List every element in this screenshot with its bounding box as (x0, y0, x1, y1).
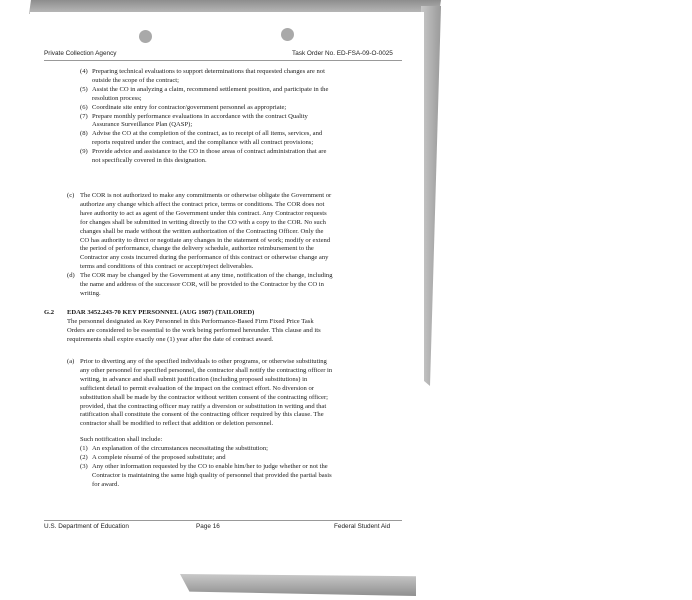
list-item-5-line: Assist the CO in analyzing a claim, recommend settlement position, and participate in the (92, 85, 329, 93)
paragraph-d-label: (d) (67, 272, 75, 280)
notification-item-2-label: (2) (80, 453, 88, 461)
notification-intro: Such notification shall include: (80, 436, 163, 443)
footer-rule (44, 520, 402, 521)
section-number: G.2 (44, 309, 55, 316)
footer-center: Page 16 (196, 523, 220, 530)
paragraph-c-line: the period of performance, change the delivery schedule, authorize reimbursement to the (80, 245, 314, 253)
paragraph-c-line: for changes shall be submitted in writing directly to the CO with a copy to the COR. No such (80, 218, 326, 226)
punch-hole-left (139, 30, 152, 43)
footer-left: U.S. Department of Education (44, 523, 129, 530)
notification-item-2-line: A complete résumé of the proposed substitute; and (92, 453, 226, 461)
document-page (30, 12, 424, 572)
section-title: EDAR 3452.243-70 KEY PERSONNEL (AUG 1987) (TAILORED) (67, 309, 255, 316)
list-item-4-line: outside the scope of the contract; (92, 76, 179, 84)
scan-shadow-right (421, 6, 441, 386)
list-item-4-label: (4) (80, 68, 88, 75)
notification-item-3-label: (3) (80, 462, 88, 470)
section-intro-line: requirements shall expire exactly one (1) year after the date of contract award. (67, 335, 274, 343)
list-item-8-line: reports required under the contract, and the compliance with all contract provisions; (92, 139, 314, 147)
paragraph-a-line: Prior to diverting any of the specified individuals to other programs, or otherwise substituting (80, 358, 327, 365)
list-item-6-line: Coordinate site entry for contractor/government personnel as appropriate; (92, 103, 287, 111)
notification-item-3-line: Any other information requested by the CO to enable him/her to judge whether or not the (92, 462, 328, 470)
list-item-7-line: Prepare monthly performance evaluations in accordance with the contract Quality (92, 112, 308, 120)
paragraph-c-line: changes shall be made without the written authorization of the Contracting Officer. Only the (80, 227, 324, 235)
punch-hole-right (281, 28, 294, 41)
notification-item-1-label: (1) (80, 444, 88, 452)
paragraph-a-line: sufficient detail to permit evaluation of the impact on the contract effort. No diversion or (80, 384, 314, 392)
list-item-5-line: resolution process; (92, 94, 142, 102)
section-intro-line: Orders are considered to be essential to the work being performed hereunder. This clause and its (67, 326, 321, 334)
paragraph-a-line: any other personnel for specified personnel, the contractor shall notify the contracting officer in (80, 366, 333, 374)
paragraph-a-line: substitution shall be made by the contractor without written consent of the contracting officer; (80, 393, 328, 401)
paragraph-c-line: authorize any change which affect the contract price, terms or conditions. The COR does not (80, 200, 325, 208)
paragraph-a-line: ratification shall constitute the consent of the contracting officer required by this clause. The (80, 411, 324, 419)
list-item-8-label: (8) (80, 130, 88, 138)
section-intro-line: The personnel designated as Key Personnel in this Performance-Based Firm Fixed Price Task (67, 317, 314, 325)
paragraph-d-line: writing. (80, 289, 101, 297)
paragraph-d-line: the name and address of the successor COR, will be provided to the Contractor by the CO in (80, 281, 324, 288)
paragraph-a-line: writing, in advance and shall submit justification (including proposed substitutions) in (80, 375, 308, 383)
notification-item-3-line: Contractor is maintaining the same high quality of personnel that provided the partial basis (92, 471, 332, 479)
paragraph-c-line: have authority to act as agent of the Government under this contract. Any Contractor requests (80, 209, 327, 217)
notification-item-3-line: for award. (92, 480, 120, 488)
list-item-5-label: (5) (80, 85, 88, 93)
header-right: Task Order No. ED-FSA-09-O-0025 (292, 50, 393, 57)
header-left: Private Collection Agency (44, 50, 117, 57)
list-item-4-line: Preparing technical evaluations to support determinations that requested changes are not (92, 68, 325, 75)
paragraph-a-label: (a) (67, 358, 75, 365)
list-item-7-label: (7) (80, 112, 88, 120)
paragraph-c-line: terms and conditions of this contract or accept/reject deliverables. (80, 263, 254, 271)
paragraph-a-line: contractor shall be modified to reflect that addition or deletion personnel. (80, 420, 274, 428)
paragraph-a-line: provided, that the contracting officer may ratify a diversion or substitution in writing and that (80, 402, 327, 410)
list-item-8-line: Advise the CO at the completion of the contract, as to receipt of all items, services, and (92, 130, 323, 138)
scan-shadow-bottom (180, 574, 416, 596)
paragraph-c-line: CO has authority to direct or negotiate any changes in the statement of work; modify or extend (80, 236, 331, 244)
list-item-6-label: (6) (80, 103, 88, 111)
header-rule (44, 60, 402, 61)
footer-right: Federal Student Aid (334, 523, 391, 530)
paragraph-c-line: The COR is not authorized to make any commitments or otherwise obligate the Government or (80, 192, 332, 199)
paragraph-c-label: (c) (67, 192, 75, 199)
notification-item-1-line: An explanation of the circumstances necessitating the substitution; (92, 444, 268, 452)
list-item-9-label: (9) (80, 148, 88, 156)
list-item-9-line: Provide advice and assistance to the CO in those areas of contract administration that are (92, 148, 327, 156)
list-item-7-line: Assurance Surveillance Plan (QASP); (92, 121, 193, 129)
paragraph-d-line: The COR may be changed by the Government at any time, notification of the change, including (80, 272, 333, 280)
paragraph-c-line: Contractor any costs incurred during the performance of this contract or otherwise change any (80, 254, 329, 262)
list-item-9-line: not specifically covered in this designation. (92, 157, 207, 164)
